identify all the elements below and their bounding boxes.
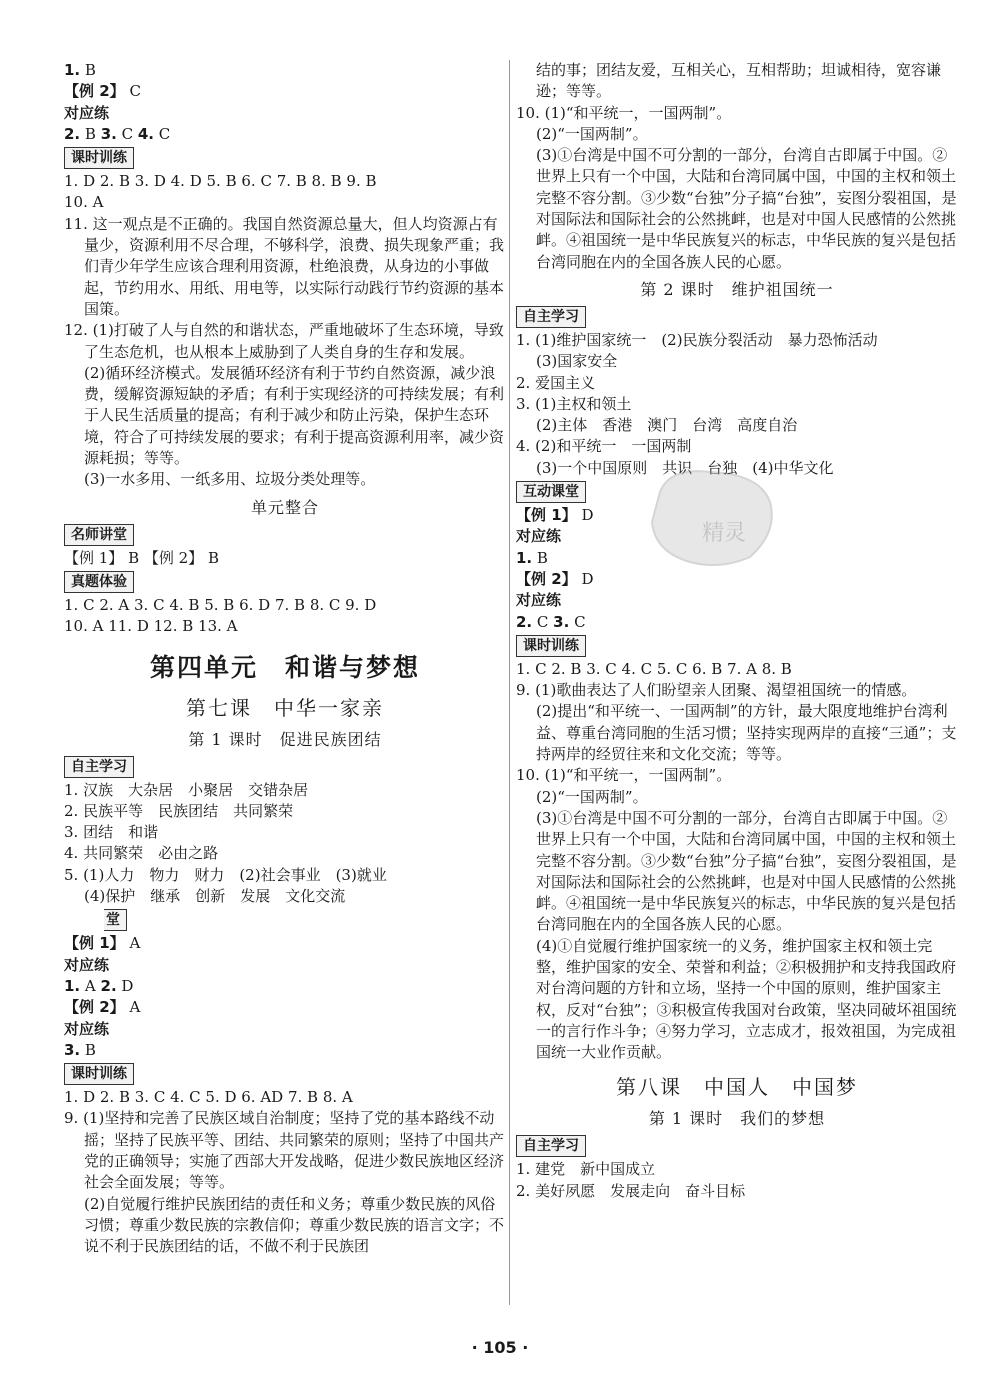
answer-line: 1. B	[516, 548, 548, 567]
answer-q12-1: 12. (1)打破了人与自然的和谐状态，严重地破坏了生态环境，导致了生态危机，也从根本上威胁到了人类自身的生存和发展。	[64, 321, 504, 361]
real-exam-answers	[64, 595, 506, 638]
self-study-answers	[516, 330, 958, 479]
section-label-training: 课时训练	[64, 147, 134, 169]
self-study-answers	[64, 780, 506, 908]
answer-q10-3: (3)①台湾是中国不可分割的一部分，台湾自古即属于中国。②世界上只有一个中国，大陆和台湾同属中国，中国的主权和领土完整不容分割。③少数“台独”分子搞“台独”，妄图分裂祖国，是对国际法和国际社会的公然挑衅，也是对中国人民感情的公然挑衅。④祖国统一是中华民族复兴的标志，中华民族的复兴是包括台湾同胞在内的全国各族人民的心愿。	[536, 146, 957, 271]
example-line: 【例 2】 D	[516, 569, 594, 588]
answer-q9-2: (2)自觉履行维护民族团结的责任和义务；尊重少数民族的风俗习惯；尊重少数民族的宗教信仰；尊重少数民族的语言文字；不说不利于民族团结的话，不做不利于民族团	[84, 1194, 505, 1256]
answer-line: 3. B	[64, 1040, 96, 1059]
answer-line: 3. 团结 和谐	[64, 823, 159, 842]
answer-line: 1. D 2. B 3. C 4. C 5. D 6. AD 7. B 8. A	[64, 1088, 353, 1107]
answer-q10-3: (3)①台湾是中国不可分割的一部分，台湾自古即属于中国。②世界上只有一个中国，大陆和台湾同属中国，中国的主权和领土完整不容分割。③少数“台独”分子搞“台独”，妄图分裂祖国，是对国际法和国际社会的公然挑衅，也是对中国人民感情的公然挑衅。④祖国统一是中华民族复兴的标志，中华民族的复兴是包括台湾同胞在内的全国各族人民的心愿。	[536, 808, 957, 934]
answer-continuation: 结的事；团结友爱，互相关心，互相帮助；坦诚相待，宽容谦逊；等等。	[536, 61, 942, 101]
answer-line: 1. C 2. B 3. C 4. C 5. C 6. B 7. A 8. B	[516, 659, 792, 678]
answer-line: 5. (1)人力 物力 财力 (2)社会事业 (3)就业	[64, 865, 387, 884]
lesson-title: 第七课 中华一家亲	[186, 695, 384, 720]
training-answers	[516, 659, 958, 1064]
answer-line: 2. B 3. C 4. C	[64, 124, 171, 143]
lesson-subtitle: 第 1 课时 我们的梦想	[648, 1109, 826, 1129]
practice-label: 对应练	[64, 1019, 110, 1038]
answer-q12-2: (2)循环经济模式。发展循环经济有利于节约自然资源，减少浪费，缓解资源短缺的矛盾；有利于实现经济的可持续发展；有利于人民生活质量的提高；有利于减少和防止污染，保护生态环境，符合了可持续发展的要求；有利于提高资源利用率，减少资源耗损；等等。	[84, 363, 505, 468]
answer-q9-1: 9. (1)歌曲表达了人们盼望亲人团聚、渴望祖国统一的情感。	[516, 681, 917, 700]
answer-line: 2. C 3. C	[516, 612, 586, 631]
answer-q12-3: (3)一水多用、一纸多用、垃圾分类处理等。	[84, 470, 376, 489]
answer-line: 1. (1)维护国家统一 (2)民族分裂活动 暴力恐怖活动	[516, 330, 878, 349]
practice-label: 对应练	[516, 591, 562, 610]
answer-line: 2. 爱国主义	[516, 373, 596, 392]
unit-integration-heading: 单元整合	[250, 497, 319, 517]
answer-q10-1: 10. (1)“和平统一，一国两制”。	[516, 766, 732, 785]
answer-q11: 11. 这一观点是不正确的。我国自然资源总量大，但人均资源占有量少，资源利用不尽合理，不够科学，浪费、损失现象严重；我们青少年学生应该合理利用资源，杜绝浪费，从身边的小事做起，节约用水、用纸、用电等，以实际行动践行节约资源的基本国策。	[64, 214, 505, 318]
interact-answers	[516, 505, 958, 633]
section-label-self-study-2: 自主学习	[516, 1135, 586, 1157]
answer-line: (4)保护 继承 创新 发展 文化交流	[84, 887, 346, 906]
answer-q10-2: (2)“一国两制”。	[536, 124, 648, 143]
lesson-subtitle: 第 2 课时 维护祖国统一	[640, 279, 834, 299]
answer-line: 1. B	[64, 61, 96, 79]
section-label-interact-partial: 堂	[104, 909, 127, 931]
section-label-self-study: 自主学习	[64, 756, 134, 778]
answer-line: (3)国家安全	[536, 352, 618, 371]
section-label-training: 课时训练	[516, 635, 586, 657]
answer-line: 1. D 2. B 3. D 4. D 5. B 6. C 7. B 8. B 9. B	[64, 172, 377, 191]
example-line: 【例 2】 C	[64, 82, 141, 101]
left-column	[64, 60, 506, 1257]
lesson-title: 第八课 中国人 中国梦	[616, 1075, 858, 1100]
example-line: 【例 2】 A	[64, 998, 141, 1017]
page-number: · 105 ·	[471, 1338, 529, 1357]
practice-label: 对应练	[64, 103, 110, 122]
answer-line: 10. A 11. D 12. B 13. A	[64, 617, 238, 636]
answer-line: 1. 建党 新中国成立	[516, 1160, 656, 1179]
column-divider	[509, 60, 510, 1305]
answer-line: 2. 民族平等 民族团结 共同繁荣	[64, 801, 294, 820]
training-answers-2	[64, 1087, 506, 1257]
answer-line: 4. 共同繁荣 必由之路	[64, 844, 219, 863]
answer-line: (3)一个中国原则 共识 台独 (4)中华文化	[536, 458, 834, 477]
answer-line: 4. (2)和平统一 一国两制	[516, 437, 692, 456]
right-continuation	[516, 60, 958, 273]
answer-q10-1: 10. (1)“和平统一，一国两制”。	[516, 103, 732, 122]
answer-line: 1. A 2. D	[64, 976, 134, 995]
answer-q9-1: 9. (1)坚持和完善了民族区域自治制度；坚持了党的基本路线不动摇；坚持了民族平等、团结、共同繁荣的原则；坚持了中国共产党的正确领导；实施了西部大开发战略，促进少数民族地区经济社会全面发展；等等。	[64, 1109, 505, 1192]
answer-q10-4: (4)①自觉履行维护国家统一的义务，维护国家主权和领土完整，维护国家的安全、荣誉和利益；②积极拥护和支持我国政府对台湾问题的方针和立场，坚持一个中国的原则，维护国家主权，反对“台独”；③积极宣传我国对台政策，坚决同破坏祖国统一的言行作斗争；④努力学习，立志成才，报效祖国，为完成祖国统一大业作贡献。	[536, 936, 957, 1062]
answer-q9-2: (2)提出“和平统一、一国两制”的方针，最大限度地维护台湾利益、尊重台湾同胞的生活习惯；坚持实现两岸的直接“三通”；支持两岸的经贸往来和文化交流；等等。	[536, 702, 957, 764]
section-label-interact: 互动课堂	[516, 481, 586, 503]
left-top-answers	[64, 60, 506, 145]
answer-line: 10. A	[64, 193, 104, 212]
answer-line: 3. (1)主权和领土	[516, 394, 632, 413]
right-column	[516, 60, 958, 1202]
lesson-subtitle: 第 1 课时 促进民族团结	[188, 729, 382, 749]
answer-line: 1. 汉族 大杂居 小聚居 交错杂居	[64, 780, 309, 799]
section-label-real-exam: 真题体验	[64, 571, 134, 593]
answer-line: (2)主体 香港 澳门 台湾 高度自治	[536, 416, 798, 435]
section-label-teacher: 名师讲堂	[64, 524, 134, 546]
example-line: 【例 1】 A	[64, 934, 141, 953]
answer-q10-2: (2)“一国两制”。	[536, 787, 648, 806]
self-study-answers-2	[516, 1159, 958, 1202]
section-label-training-2: 课时训练	[64, 1063, 134, 1085]
teacher-answers	[64, 548, 506, 569]
stamp-text: 精灵	[702, 521, 747, 546]
answer-line: 【例 1】 B 【例 2】 B	[64, 548, 219, 567]
interact-answers	[64, 933, 506, 1061]
answer-line: 2. 美好夙愿 发展走向 奋斗目标	[516, 1181, 746, 1200]
training-answers	[64, 171, 506, 490]
example-line: 【例 1】 D	[516, 506, 594, 525]
practice-label: 对应练	[64, 955, 110, 974]
answer-line: 1. C 2. A 3. C 4. B 5. B 6. D 7. B 8. C 9. D	[64, 595, 377, 614]
section-label-self-study: 自主学习	[516, 306, 586, 328]
unit-title: 第四单元 和谐与梦想	[149, 652, 420, 682]
practice-label: 对应练	[516, 527, 562, 546]
